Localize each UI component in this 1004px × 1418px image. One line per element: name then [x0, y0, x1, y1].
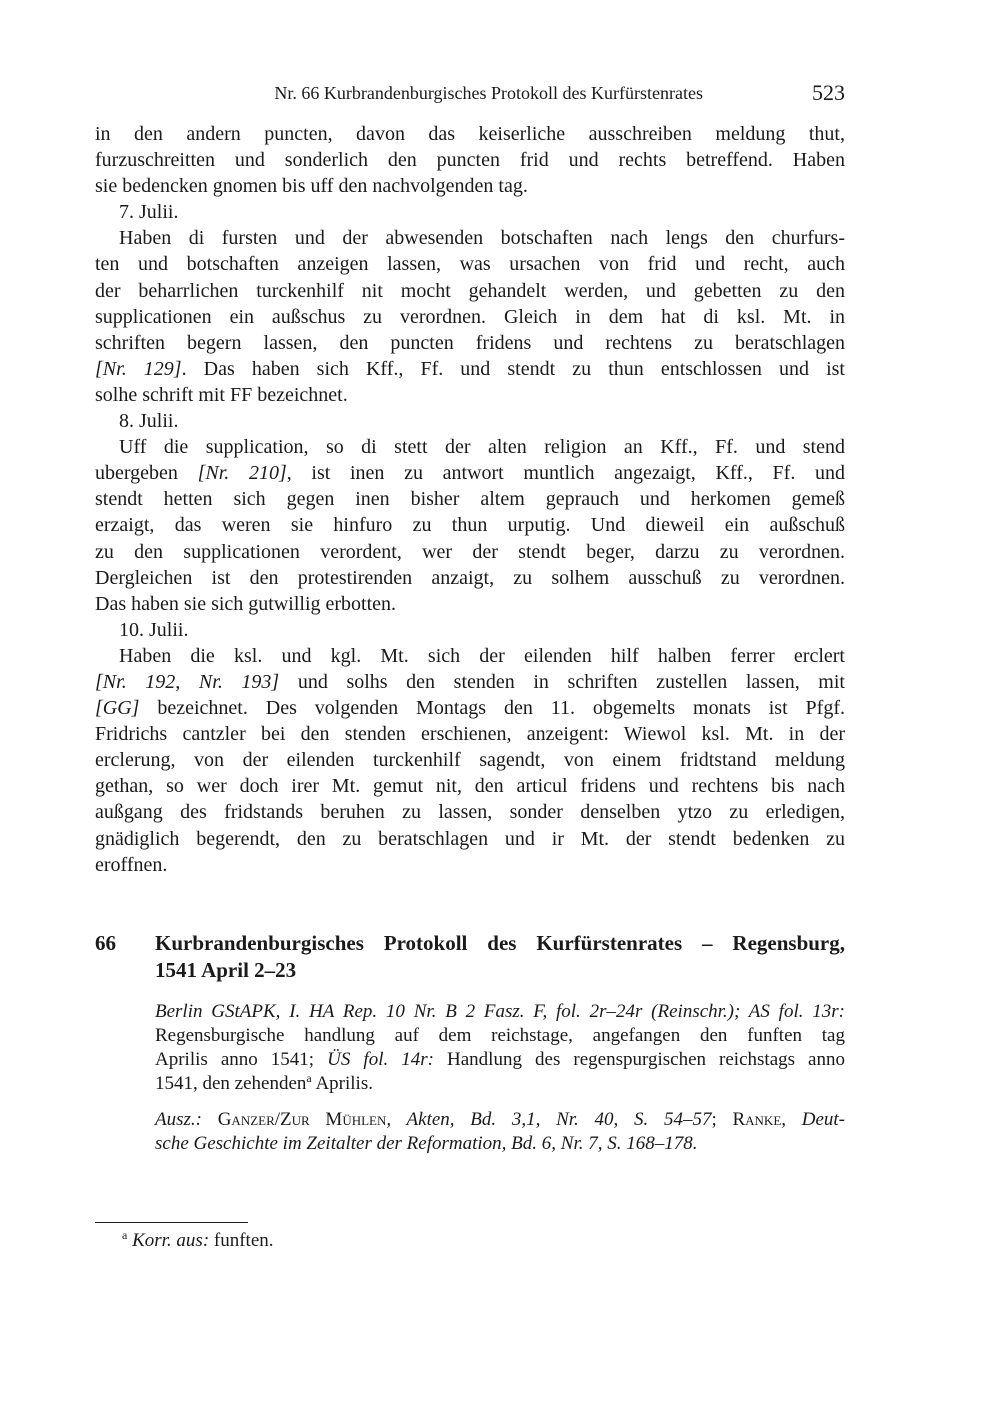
body-text [95, 121, 845, 878]
text-run: gethan, so wer doch irer Mt. gemut nit, den articul fridens und rechtens bis nach [95, 775, 845, 798]
text-line [95, 304, 845, 330]
footnote-label: Korr. aus: [132, 1230, 210, 1251]
italic-text: ÜS fol. 14r: [327, 1049, 434, 1070]
text-line [95, 617, 845, 643]
text-run: ubergeben [95, 462, 198, 485]
text-line [155, 1072, 845, 1096]
text-line [155, 957, 845, 984]
text-line [95, 199, 845, 225]
text-run: Uff die supplication, so di stett der alten religion an Kff., Ff. und stend [119, 436, 845, 459]
text-run: Haben die ksl. und kgl. Mt. sich der eilenden hilf halben ferrer erclert [119, 644, 845, 667]
footnote-divider [95, 1222, 248, 1223]
text-run: 1541 April 2–23 [155, 958, 297, 982]
text-line [95, 695, 845, 721]
text-line [155, 1000, 845, 1024]
italic-text: Ausz.: [155, 1109, 202, 1130]
text-run: supplicationen ein außschus zu verordnen. Gleich in dem hat di ksl. Mt. in [95, 305, 845, 328]
text-run: Aprilis. [311, 1073, 373, 1094]
text-line [95, 826, 845, 852]
text-line [95, 356, 845, 382]
author-name: Ganzer/Zur Mühlen [201, 1109, 387, 1130]
text-run: 1541, den zehenden [155, 1073, 307, 1094]
footnote-ref: a [306, 1071, 312, 1085]
section-number: 66 [95, 931, 116, 955]
author-name: Ranke [732, 1109, 782, 1130]
text-line [95, 382, 845, 408]
text-run: Dergleichen ist den protestirenden anzaigt, zu solhem ausschuß zu verordnen. [95, 566, 845, 589]
text-line [95, 173, 845, 199]
text-line [155, 1108, 845, 1132]
text-line [95, 799, 845, 825]
footnote-mark: a [122, 1228, 128, 1242]
italic-text: [Nr. 210] [197, 462, 287, 485]
text-line [95, 278, 845, 304]
text-run: 7. Julii. [119, 201, 179, 224]
text-run: Handlung des regenspurgischen reichstags anno [433, 1049, 845, 1070]
text-line [95, 643, 845, 669]
text-line [95, 852, 845, 878]
text-run: außgang des fridstands beruhen zu lassen, sonder denselben ytzo zu erledigen, [95, 801, 845, 824]
text-run: . Das haben sich Kff., Ff. und stendt zu thun entschlossen und ist [181, 357, 845, 380]
text-run: Kurbrandenburgisches Protokoll des Kurfürstenrates – Regensburg, [155, 931, 845, 955]
italic-text: [Nr. 129] [95, 357, 182, 380]
excerpt-note [155, 1108, 845, 1156]
running-head [95, 80, 845, 108]
text-run: sie bedencken gnomen bis uff den nachvolgenden tag. [95, 175, 528, 198]
footnote [122, 1229, 274, 1253]
text-line [95, 434, 845, 460]
text-run: der beharrlichen turckenhilf nit mocht gehandelt werden, und gebetten zu den [95, 279, 845, 302]
text-run: stendt hetten sich gegen inen bisher altem geprauch und herkomen gemeß [95, 488, 845, 511]
text-line [95, 721, 845, 747]
text-run: furzuschreitten und sonderlich den puncten frid und rechts betreffend. Haben [95, 149, 845, 172]
italic-text: [GG] [95, 697, 140, 720]
text-line [95, 747, 845, 773]
text-line [155, 1024, 845, 1048]
text-run: in den andern puncten, davon das keiserliche ausschreiben meldung thut, [95, 123, 845, 145]
text-run: Aprilis anno 1541; [155, 1049, 328, 1070]
text-line [155, 1048, 845, 1072]
text-run: ten und botschaften anzeigen lassen, was ursachen von frid und recht, auch [95, 253, 845, 276]
text-run: 10. Julii. [119, 618, 189, 641]
text-run: schriften begern lassen, den puncten fridens und rechtens zu beratschlagen [95, 331, 845, 354]
text-line [95, 251, 845, 277]
italic-text: , Akten, Bd. 3,1, Nr. 40, S. 54–57 [386, 1109, 712, 1130]
text-line [95, 565, 845, 591]
text-line [95, 147, 845, 173]
text-run: bezeichnet. Des volgenden Montags den 11. obgemelts monats ist Pfgf. [139, 697, 845, 720]
text-run: solhe schrift mit FF bezeichnet. [95, 383, 348, 406]
text-line [95, 330, 845, 356]
text-run: gnädiglich begerendt, den zu beratschlagen und ir Mt. der stendt bedenken zu [95, 827, 845, 850]
text-line [95, 460, 845, 486]
running-title: Nr. 66 Kurbrandenburgisches Protokoll des Kurfürstenrates [274, 83, 703, 103]
text-run: erclerung, von der eilenden turckenhilf sagendt, von einem fridtstand meldung [95, 749, 845, 772]
page-number: 523 [812, 80, 845, 105]
footnote-text: funften. [209, 1230, 274, 1251]
text-run: 8. Julii. [119, 410, 179, 433]
text-run: , ist inen zu antwort muntlich angezaigt, Kff., Ff. und [286, 462, 845, 485]
text-run: ; [711, 1109, 733, 1130]
text-run: eroffnen. [95, 853, 168, 876]
section-title [155, 930, 845, 984]
source-note [155, 1000, 845, 1096]
text-run: zu den supplicationen verordent, wer der stendt beger, darzu zu verordnen. [95, 540, 845, 563]
text-line [95, 408, 845, 434]
text-run: Regensburgische handlung auf dem reichstage, angefangen den funften tag [155, 1025, 845, 1046]
italic-text: Berlin GStAPK, I. HA Rep. 10 Nr. B 2 Fasz. F, fol. 2r–24r (Reinschr.); AS fol. 13r: [155, 1001, 845, 1022]
text-run: und solhs den stenden in schriften zustellen lassen, mit [279, 670, 845, 693]
italic-text: [Nr. 192, Nr. 193] [95, 670, 280, 693]
italic-text: sche Geschichte im Zeitalter der Reformation, Bd. 6, Nr. 7, S. 168–178. [155, 1133, 698, 1154]
text-line [95, 486, 845, 512]
text-line [95, 512, 845, 538]
text-line [95, 225, 845, 251]
text-line [155, 1132, 845, 1156]
text-line [95, 591, 845, 617]
text-line [95, 121, 845, 147]
text-line [95, 669, 845, 695]
text-run: Haben di fursten und der abwesenden botschaften nach lengs den churfurs- [119, 227, 845, 250]
text-line [95, 539, 845, 565]
text-line [155, 930, 845, 957]
text-line [95, 773, 845, 799]
text-run: erzaigt, das weren sie hinfuro zu thun urputig. Und dieweil ein außschuß [95, 514, 845, 537]
text-run: Das haben sie sich gutwillig erbotten. [95, 592, 397, 615]
text-run: Fridrichs cantzler bei den stenden erschienen, anzeigent: Wiewol ksl. Mt. in der [95, 723, 845, 746]
italic-text: , Deut- [781, 1109, 846, 1130]
